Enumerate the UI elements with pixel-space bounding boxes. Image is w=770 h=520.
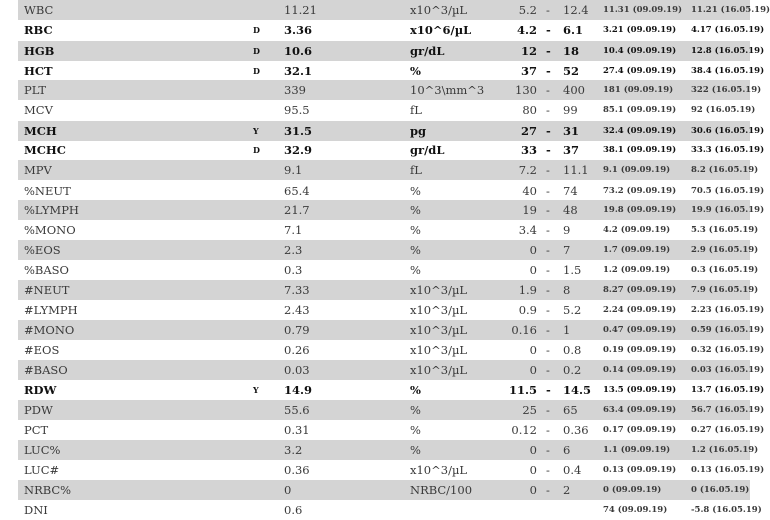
- range-high: 31: [563, 124, 580, 138]
- range-low: 0: [529, 343, 537, 357]
- result-row: [18, 380, 765, 400]
- range-dash: -: [546, 423, 550, 437]
- history-result-1: 2.24 (09.09.19): [603, 305, 677, 315]
- flag-marker: D: [253, 66, 260, 76]
- history-result-1: 74 (09.09.19): [603, 505, 668, 515]
- history-result-2: 2.23 (16.05.19): [691, 305, 765, 315]
- range-dash: -: [546, 3, 550, 17]
- range-dash: -: [546, 184, 550, 198]
- test-name: MCHC: [24, 143, 66, 157]
- result-row: [18, 300, 765, 320]
- result-value: 3.2: [284, 443, 303, 457]
- result-row: [18, 140, 765, 160]
- result-row: [18, 480, 750, 500]
- result-value: 32.9: [284, 143, 313, 157]
- unit-label: gr/dL: [410, 143, 445, 157]
- result-row: [18, 420, 765, 440]
- test-name: PDW: [24, 403, 53, 417]
- result-value: 0.6: [284, 503, 303, 517]
- history-result-2: 0 (16.05.19): [691, 485, 750, 495]
- history-result-2: 11.21 (16.05.19): [691, 5, 770, 15]
- test-name: RBC: [24, 23, 53, 37]
- range-low: 4.2: [516, 23, 537, 37]
- history-result-2: 0.32 (16.05.19): [691, 345, 765, 355]
- range-low: 11.5: [508, 383, 537, 397]
- history-result-1: 4.2 (09.09.19): [603, 225, 671, 235]
- history-result-2: 92 (16.05.19): [691, 105, 756, 115]
- unit-label: x10^3/µL: [410, 3, 468, 17]
- unit-label: x10^3/µL: [410, 343, 468, 357]
- test-name: #NEUT: [24, 283, 70, 297]
- range-dash: -: [546, 44, 551, 58]
- range-dash: -: [546, 403, 550, 417]
- range-low: 27: [520, 124, 537, 138]
- flag-marker: D: [253, 25, 260, 35]
- range-low: 5.2: [518, 3, 537, 17]
- history-result-1: 8.27 (09.09.19): [603, 285, 677, 295]
- result-row: [18, 20, 765, 40]
- range-dash: -: [546, 103, 550, 117]
- range-high: 0.36: [563, 423, 589, 437]
- range-high: 0.8: [563, 343, 582, 357]
- unit-label: %: [410, 423, 421, 437]
- unit-label: %: [410, 443, 421, 457]
- range-low: 0: [529, 483, 537, 497]
- history-result-2: 5.3 (16.05.19): [691, 225, 759, 235]
- range-high: 65: [563, 403, 578, 417]
- range-low: 40: [522, 184, 537, 198]
- range-dash: -: [546, 323, 550, 337]
- history-result-1: 0.47 (09.09.19): [603, 325, 677, 335]
- unit-label: %: [410, 383, 421, 397]
- history-result-2: 30.6 (16.05.19): [691, 126, 765, 136]
- unit-label: %: [410, 223, 421, 237]
- range-high: 48: [563, 203, 578, 217]
- range-high: 0.4: [563, 463, 582, 477]
- range-high: 74: [563, 184, 578, 198]
- history-result-2: 0.3 (16.05.19): [691, 265, 759, 275]
- unit-label: x10^3/µL: [410, 323, 468, 337]
- range-dash: -: [546, 383, 551, 397]
- history-result-2: 70.5 (16.05.19): [691, 186, 765, 196]
- history-result-1: 0.19 (09.09.19): [603, 345, 677, 355]
- result-row: [18, 320, 765, 340]
- test-name: RDW: [24, 383, 57, 397]
- test-name: #MONO: [24, 323, 75, 337]
- range-low: 37: [520, 64, 537, 78]
- result-row: [18, 400, 765, 420]
- result-value: 11.21: [284, 3, 317, 17]
- result-value: 32.1: [284, 64, 313, 78]
- history-result-1: 85.1 (09.09.19): [603, 105, 677, 115]
- result-value: 65.4: [284, 184, 310, 198]
- unit-label: x10^3/µL: [410, 363, 468, 377]
- test-name: %MONO: [24, 223, 76, 237]
- history-result-1: 3.21 (09.09.19): [603, 25, 677, 35]
- range-low: 0: [529, 243, 537, 257]
- range-high: 18: [563, 44, 580, 58]
- result-value: 2.3: [284, 243, 303, 257]
- range-dash: -: [546, 64, 551, 78]
- range-dash: -: [546, 124, 551, 138]
- history-result-1: 27.4 (09.09.19): [603, 66, 677, 76]
- range-high: 52: [563, 64, 580, 78]
- range-dash: -: [546, 243, 550, 257]
- test-name: #BASO: [24, 363, 68, 377]
- test-name: MPV: [24, 163, 52, 177]
- flag-marker: D: [253, 46, 260, 56]
- history-result-2: 0.27 (16.05.19): [691, 425, 765, 435]
- history-result-2: 12.8 (16.05.19): [691, 46, 765, 56]
- range-high: 12.4: [563, 3, 589, 17]
- range-high: 99: [563, 103, 578, 117]
- test-name: WBC: [24, 3, 54, 17]
- history-result-2: 7.9 (16.05.19): [691, 285, 759, 295]
- left-margin: [0, 0, 18, 517]
- unit-label: x10^3/µL: [410, 463, 468, 477]
- test-name: %NEUT: [24, 184, 71, 198]
- history-result-1: 11.31 (09.09.19): [603, 5, 683, 15]
- range-low: 12: [520, 44, 537, 58]
- range-high: 7: [563, 243, 571, 257]
- test-name: #EOS: [24, 343, 60, 357]
- unit-label: x10^3/µL: [410, 283, 468, 297]
- result-value: 55.6: [284, 403, 310, 417]
- range-low: 19: [522, 203, 537, 217]
- result-row: [18, 440, 759, 460]
- result-value: 0.03: [284, 363, 310, 377]
- history-result-1: 9.1 (09.09.19): [603, 165, 671, 175]
- range-low: 80: [522, 103, 537, 117]
- range-low: 25: [522, 403, 537, 417]
- result-row: [18, 220, 759, 240]
- history-result-2: 56.7 (16.05.19): [691, 405, 765, 415]
- history-result-1: 19.8 (09.09.19): [603, 205, 677, 215]
- history-result-1: 0.14 (09.09.19): [603, 365, 677, 375]
- unit-label: %: [410, 64, 421, 78]
- test-name: %LYMPH: [24, 203, 79, 217]
- result-row: [18, 500, 762, 520]
- range-dash: -: [546, 203, 550, 217]
- result-row: [18, 360, 765, 380]
- history-result-1: 10.4 (09.09.19): [603, 46, 677, 56]
- unit-label: fL: [410, 163, 422, 177]
- unit-label: %: [410, 203, 421, 217]
- result-value: 21.7: [284, 203, 310, 217]
- unit-label: %: [410, 263, 421, 277]
- range-high: 1.5: [563, 263, 582, 277]
- unit-label: gr/dL: [410, 44, 445, 58]
- result-value: 0.36: [284, 463, 310, 477]
- history-result-1: 73.2 (09.09.19): [603, 186, 677, 196]
- history-result-2: 0.59 (16.05.19): [691, 325, 765, 335]
- result-value: 3.36: [284, 23, 313, 37]
- range-dash: -: [546, 343, 550, 357]
- unit-label: fL: [410, 103, 422, 117]
- range-low: 0.9: [518, 303, 537, 317]
- unit-label: x10^3/µL: [410, 303, 468, 317]
- test-name: PCT: [24, 423, 49, 437]
- test-name: PLT: [24, 83, 47, 97]
- range-high: 9: [563, 223, 571, 237]
- range-low: 0.12: [511, 423, 537, 437]
- range-high: 8: [563, 283, 571, 297]
- history-result-2: 0.03 (16.05.19): [691, 365, 765, 375]
- test-name: DNI: [24, 503, 48, 517]
- history-result-1: 0.13 (09.09.19): [603, 465, 677, 475]
- test-name: %EOS: [24, 243, 61, 257]
- result-row: [18, 260, 759, 280]
- result-row: [18, 121, 765, 141]
- history-result-2: 33.3 (16.05.19): [691, 145, 765, 155]
- result-value: 10.6: [284, 44, 313, 58]
- result-value: 31.5: [284, 124, 313, 138]
- range-dash: -: [546, 223, 550, 237]
- history-result-1: 1.1 (09.09.19): [603, 445, 671, 455]
- range-dash: -: [546, 143, 551, 157]
- history-result-1: 13.5 (09.09.19): [603, 385, 677, 395]
- result-row: [18, 340, 765, 360]
- flag-marker: D: [253, 145, 260, 155]
- range-high: 11.1: [563, 163, 589, 177]
- result-value: 339: [284, 83, 306, 97]
- history-result-1: 63.4 (09.09.19): [603, 405, 677, 415]
- result-value: 0.26: [284, 343, 310, 357]
- history-result-1: 0.17 (09.09.19): [603, 425, 677, 435]
- result-row: [18, 181, 765, 201]
- history-result-2: 322 (16.05.19): [691, 85, 762, 95]
- range-low: 3.4: [518, 223, 537, 237]
- range-low: 7.2: [518, 163, 537, 177]
- range-dash: -: [546, 303, 550, 317]
- history-result-1: 1.2 (09.09.19): [603, 265, 671, 275]
- unit-label: NRBC/100: [410, 483, 473, 497]
- result-value: 0.3: [284, 263, 303, 277]
- history-result-1: 181 (09.09.19): [603, 85, 674, 95]
- history-result-1: 0 (09.09.19): [603, 485, 662, 495]
- range-high: 1: [563, 323, 571, 337]
- range-low: 130: [515, 83, 537, 97]
- unit-label: pg: [410, 124, 427, 138]
- result-row: [18, 240, 759, 260]
- history-result-1: 1.7 (09.09.19): [603, 245, 671, 255]
- range-dash: -: [546, 283, 550, 297]
- range-dash: -: [546, 163, 550, 177]
- test-name: #LYMPH: [24, 303, 78, 317]
- range-high: 5.2: [563, 303, 582, 317]
- test-name: LUC#: [24, 463, 60, 477]
- range-dash: -: [546, 463, 550, 477]
- test-name: LUC%: [24, 443, 61, 457]
- unit-label: x10^6/µL: [410, 23, 472, 37]
- result-row: [18, 160, 759, 180]
- result-value: 2.43: [284, 303, 310, 317]
- range-dash: -: [546, 443, 550, 457]
- range-dash: -: [546, 483, 550, 497]
- range-low: 33: [520, 143, 537, 157]
- unit-label: %: [410, 403, 421, 417]
- result-row: [18, 61, 765, 81]
- history-result-2: 2.9 (16.05.19): [691, 245, 759, 255]
- result-value: 0: [284, 483, 292, 497]
- history-result-2: 19.9 (16.05.19): [691, 205, 765, 215]
- flag-marker: Y: [253, 126, 259, 136]
- range-low: 0: [529, 463, 537, 477]
- result-value: 0.31: [284, 423, 310, 437]
- result-row: [18, 100, 756, 120]
- range-dash: -: [546, 83, 550, 97]
- history-result-1: 32.4 (09.09.19): [603, 126, 677, 136]
- result-value: 14.9: [284, 383, 313, 397]
- range-high: 6: [563, 443, 571, 457]
- unit-label: %: [410, 243, 421, 257]
- range-low: 0: [529, 263, 537, 277]
- test-name: HCT: [24, 64, 53, 78]
- range-low: 0: [529, 443, 537, 457]
- result-row: [18, 460, 765, 480]
- range-dash: -: [546, 263, 550, 277]
- range-high: 6.1: [563, 23, 584, 37]
- range-high: 400: [563, 83, 585, 97]
- range-dash: -: [546, 363, 550, 377]
- result-row: [18, 280, 759, 300]
- range-high: 14.5: [563, 383, 592, 397]
- range-low: 0.16: [511, 323, 537, 337]
- range-high: 0.2: [563, 363, 582, 377]
- history-result-2: 8.2 (16.05.19): [691, 165, 759, 175]
- result-row: [18, 200, 765, 220]
- result-row: [18, 0, 770, 20]
- range-high: 37: [563, 143, 580, 157]
- history-result-2: -5.8 (16.05.19): [691, 505, 762, 515]
- unit-label: %: [410, 184, 421, 198]
- history-result-2: 4.17 (16.05.19): [691, 25, 765, 35]
- result-row: [18, 41, 765, 61]
- result-row: [18, 80, 762, 100]
- test-name: HGB: [24, 44, 55, 58]
- range-low: 1.9: [518, 283, 537, 297]
- unit-label: 10^3\mm^3: [410, 83, 485, 97]
- range-high: 2: [563, 483, 571, 497]
- result-value: 7.33: [284, 283, 310, 297]
- test-name: MCH: [24, 124, 57, 138]
- range-dash: -: [546, 23, 551, 37]
- history-result-2: 0.13 (16.05.19): [691, 465, 765, 475]
- test-name: MCV: [24, 103, 53, 117]
- history-result-2: 1.2 (16.05.19): [691, 445, 759, 455]
- result-value: 95.5: [284, 103, 310, 117]
- flag-marker: Y: [253, 385, 259, 395]
- result-value: 9.1: [284, 163, 303, 177]
- test-name: NRBC%: [24, 483, 72, 497]
- history-result-2: 13.7 (16.05.19): [691, 385, 765, 395]
- history-result-1: 38.1 (09.09.19): [603, 145, 677, 155]
- history-result-2: 38.4 (16.05.19): [691, 66, 765, 76]
- test-name: %BASO: [24, 263, 69, 277]
- result-value: 7.1: [284, 223, 303, 237]
- result-value: 0.79: [284, 323, 310, 337]
- range-low: 0: [529, 363, 537, 377]
